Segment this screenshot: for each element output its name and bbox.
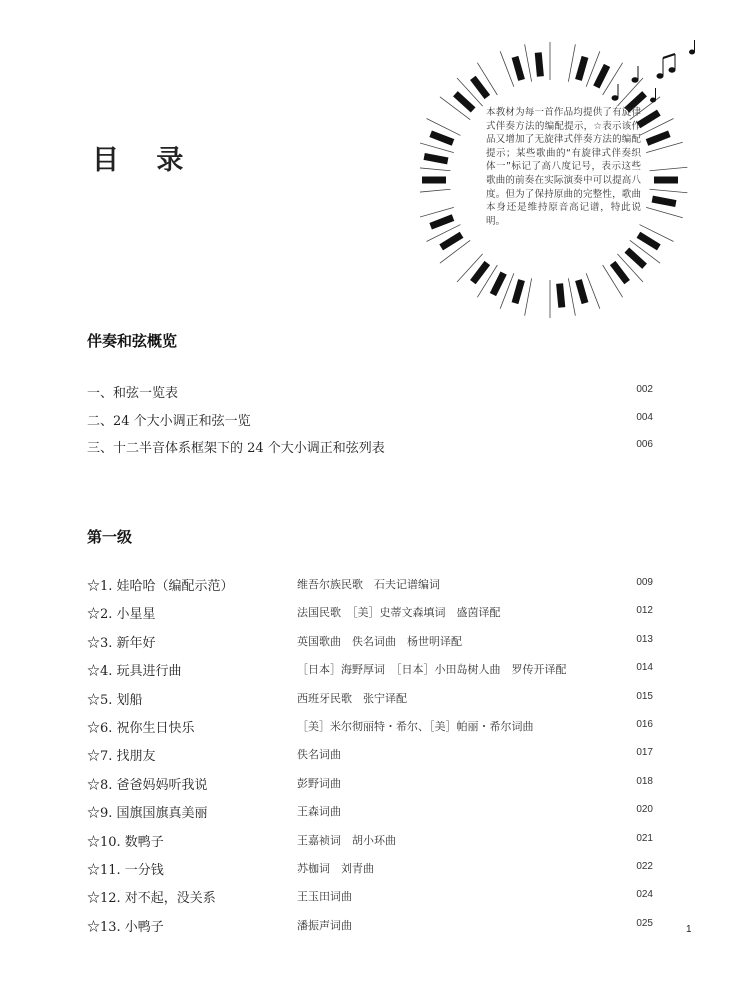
- item-title: ☆6. 祝你生日快乐: [87, 721, 195, 736]
- item-author: 维吾尔族民歌 石夫记谱编词: [297, 578, 440, 591]
- item-page: 021: [636, 832, 653, 844]
- key-divider: [420, 167, 450, 171]
- list-item[interactable]: [87, 717, 653, 737]
- item-page: 012: [636, 605, 653, 617]
- black-key: [515, 57, 522, 80]
- key-divider: [420, 189, 450, 193]
- list-item[interactable]: [87, 859, 653, 879]
- black-key: [455, 94, 473, 110]
- item-author: 潘振声词曲: [297, 918, 352, 932]
- item-author: ［日本］海野厚词 ［日本］小田岛树人曲 罗传开译配: [297, 663, 567, 677]
- black-key: [638, 113, 658, 126]
- black-key: [515, 280, 522, 303]
- list-item[interactable]: [87, 660, 653, 680]
- key-divider: [525, 278, 532, 315]
- item-author: 王嘉祯词 胡小环曲: [297, 833, 396, 847]
- list-item[interactable]: [87, 575, 653, 595]
- black-key: [647, 134, 669, 143]
- item-page: 013: [636, 633, 653, 645]
- page-number: 1: [686, 924, 692, 935]
- black-key: [560, 284, 562, 308]
- black-key: [441, 235, 461, 248]
- section-heading-level-one: 第一级: [87, 528, 133, 546]
- list-item[interactable]: [87, 410, 653, 430]
- item-title: ☆4. 玩具进行曲: [87, 664, 182, 680]
- key-divider: [568, 278, 575, 315]
- key-divider: [568, 44, 575, 81]
- list-item[interactable]: [87, 437, 653, 457]
- list-item[interactable]: [87, 774, 653, 794]
- key-divider: [525, 44, 532, 81]
- music-notes-icon: [612, 40, 695, 102]
- item-author: 西班牙民歌 张宁译配: [297, 691, 407, 705]
- item-page: 018: [636, 775, 653, 787]
- item-title: ☆9. 国旗国旗真美丽: [87, 806, 208, 822]
- item-author: 王玉田词曲: [297, 890, 352, 904]
- item-title: 一、和弦一览表: [87, 386, 179, 401]
- page-title: 目 录: [92, 145, 198, 176]
- item-page: 022: [636, 861, 653, 872]
- list-item[interactable]: [87, 831, 653, 851]
- item-page: 009: [636, 577, 653, 588]
- item-title: ☆7. 找朋友: [87, 749, 156, 765]
- key-divider: [650, 189, 688, 193]
- item-title: ☆1. 娃哈哈（编配示范）: [87, 579, 234, 594]
- key-divider: [646, 207, 683, 217]
- item-author: 佚名词曲: [297, 748, 341, 762]
- black-key: [431, 134, 453, 143]
- item-title: ☆3. 新年好: [87, 635, 156, 651]
- item-author: 英国歌曲 佚名词曲 杨世明译配: [297, 634, 462, 648]
- item-page: 017: [636, 747, 653, 759]
- item-title: ☆10. 数鸭子: [87, 834, 164, 850]
- black-key: [538, 53, 540, 77]
- editorial-note: 本教材为每一首作品均提供了有旋律式伴奏方法的编配提示，☆表示该作品又增加了无旋律式伴奏方法的编配提示；某些歌曲的“有旋律式伴奏织体一”标记了高八度记号，表示这些歌曲的前奏在实际演奏中可以提高八度。但为了保持原曲的完整性，歌曲本身还是维持原音高记谱，特此说明。: [486, 107, 641, 227]
- item-title: ☆13. 小鸭子: [87, 919, 164, 935]
- item-title: ☆8. 爸爸妈妈听我说: [87, 777, 208, 793]
- item-title: ☆2. 小星星: [87, 607, 156, 623]
- list-item[interactable]: [87, 382, 653, 402]
- list-item[interactable]: [87, 916, 653, 936]
- item-page: 006: [636, 439, 653, 450]
- item-author: 苏枷词 刘青曲: [297, 862, 374, 875]
- list-item[interactable]: [87, 745, 653, 765]
- black-key: [596, 65, 607, 86]
- black-key: [473, 263, 487, 282]
- key-divider: [650, 167, 688, 171]
- black-key: [424, 156, 448, 160]
- list-item[interactable]: [87, 689, 653, 709]
- key-divider: [586, 273, 600, 308]
- item-page: 014: [636, 662, 653, 674]
- key-divider: [500, 51, 514, 86]
- item-title: ☆5. 划船: [87, 692, 143, 708]
- item-title: ☆12. 对不起，没关系: [87, 891, 216, 907]
- item-title: ☆11. 一分钱: [87, 863, 164, 878]
- black-key: [627, 250, 645, 266]
- list-item[interactable]: [87, 603, 653, 623]
- list-item[interactable]: [87, 632, 653, 652]
- item-page: 002: [636, 384, 653, 395]
- black-key: [431, 218, 453, 227]
- item-author: 法国民歌 ［美］史蒂文森填词 盛茵译配: [297, 606, 501, 620]
- black-key: [578, 57, 585, 80]
- list-item[interactable]: [87, 802, 653, 822]
- item-page: 015: [636, 690, 653, 702]
- item-title: 二、24 个大小调正和弦一览: [87, 414, 251, 429]
- black-key: [578, 280, 585, 303]
- section-heading-chord-overview: 伴奏和弦概览: [87, 332, 178, 350]
- black-key: [613, 263, 627, 282]
- list-item[interactable]: [87, 887, 653, 907]
- item-page: 020: [636, 804, 653, 816]
- black-key: [638, 235, 658, 248]
- item-author: ［美］米尔彻丽特・希尔、［美］帕丽・希尔词曲: [297, 720, 534, 733]
- item-page: 016: [636, 719, 653, 730]
- black-key: [493, 273, 504, 294]
- black-key: [652, 199, 676, 203]
- item-page: 025: [636, 917, 653, 929]
- item-author: 彭野词曲: [297, 776, 341, 790]
- item-title: 三、十二半音体系框架下的 24 个大小调正和弦列表: [87, 441, 385, 456]
- item-page: 024: [636, 889, 653, 901]
- item-author: 王森词曲: [297, 805, 341, 819]
- black-key: [473, 78, 487, 97]
- item-page: 004: [636, 412, 653, 423]
